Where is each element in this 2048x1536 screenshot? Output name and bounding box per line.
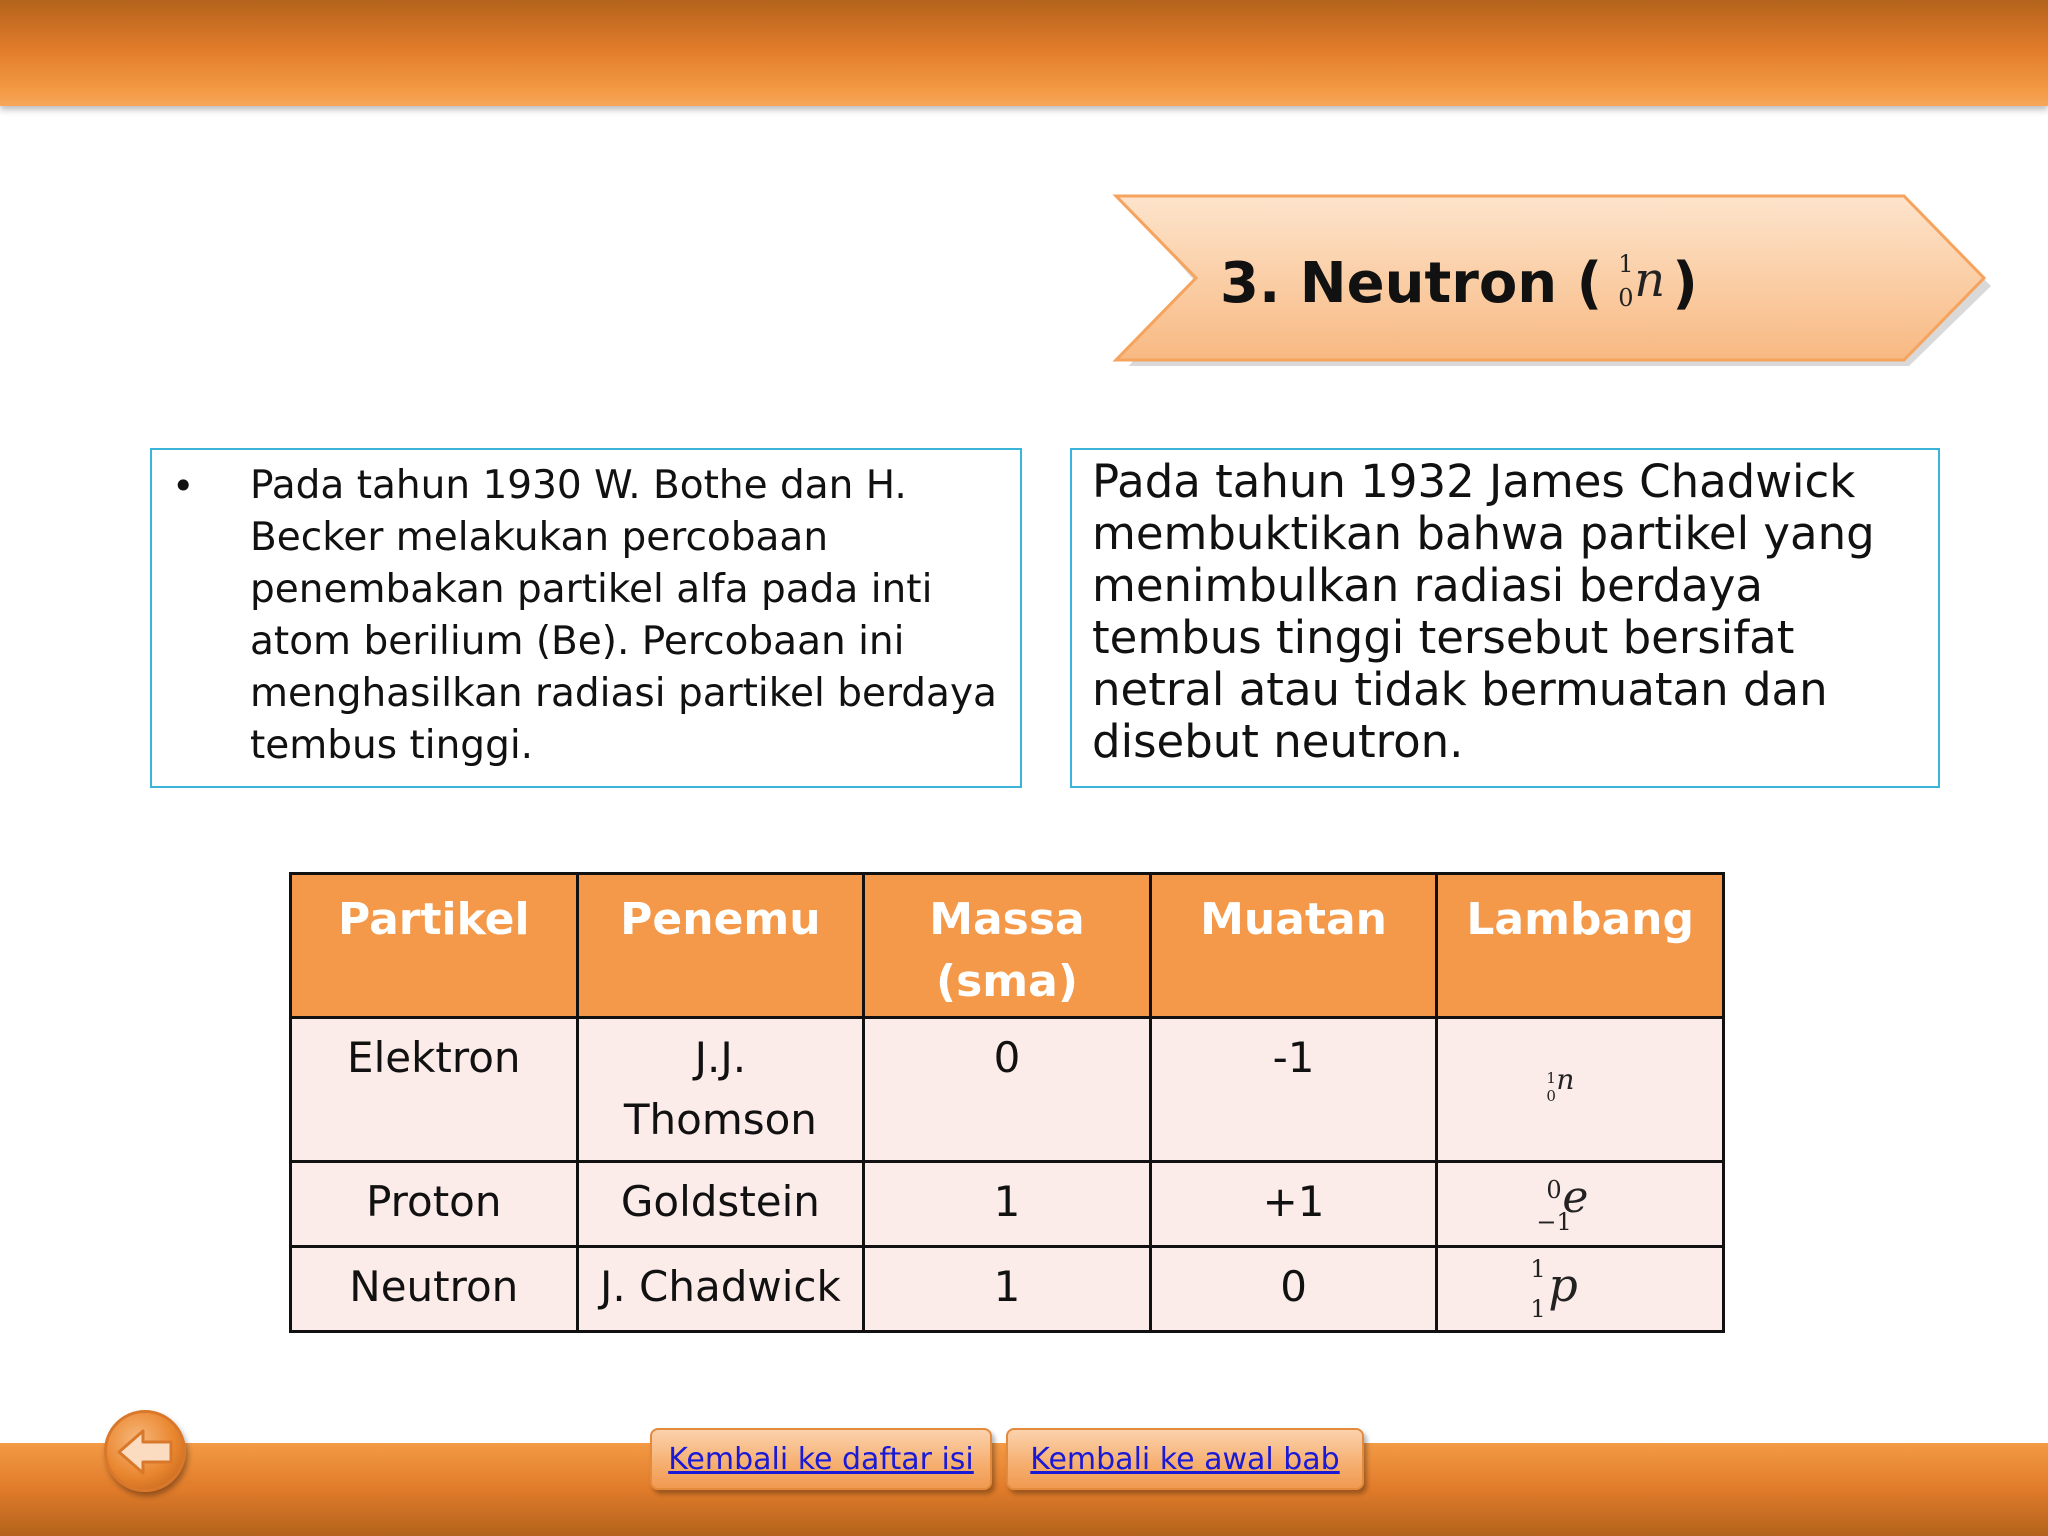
bothe-becker-paragraph: Pada tahun 1930 W. Bothe dan H. Becker melakukan percobaan penembakan partikel alfa pada inti atom berilium (Be). Percobaan ini menghasilkan radiasi partikel berdaya tembus tinggi.	[250, 463, 997, 768]
header-muatan: Muatan	[1150, 874, 1437, 1018]
cell-massa: 1	[864, 1162, 1151, 1247]
header-partikel: Partikel	[291, 874, 578, 1018]
awal-bab-button[interactable]	[1006, 1428, 1364, 1490]
nuclide-symbol	[1546, 1055, 1586, 1105]
cell-penemu: J. Chadwick	[577, 1247, 864, 1332]
cell-penemu: Goldstein	[577, 1162, 864, 1247]
cell-partikel: Elektron	[291, 1018, 578, 1162]
header-lambang: Lambang	[1437, 874, 1724, 1018]
daftar-isi-link[interactable]: Kembali ke daftar isi	[668, 1441, 974, 1477]
cell-muatan: -1	[1150, 1018, 1437, 1162]
element-symbol: n	[1556, 1063, 1575, 1096]
element-symbol: p	[1548, 1258, 1578, 1312]
nuclide-symbol	[1530, 1252, 1590, 1326]
mass-number: 1	[1546, 1069, 1556, 1087]
back-button[interactable]	[104, 1410, 186, 1492]
table-row	[291, 1247, 1724, 1332]
atomic-number: 1	[1530, 1295, 1546, 1323]
arrow-left-icon	[117, 1427, 175, 1477]
cell-penemu: J.J. Thomson	[577, 1018, 864, 1162]
cell-lambang	[1437, 1018, 1724, 1162]
title-banner	[1112, 194, 1992, 366]
mass-number: 0	[1546, 1176, 1562, 1204]
cell-partikel: Proton	[291, 1162, 578, 1247]
atomic-number: 0	[1546, 1087, 1556, 1105]
particle-table	[289, 872, 1725, 1333]
top-bar	[0, 0, 2048, 106]
daftar-isi-button[interactable]	[650, 1428, 992, 1490]
title-close-paren: )	[1672, 250, 1698, 316]
table-header-row	[291, 874, 1724, 1018]
cell-partikel: Neutron	[291, 1247, 578, 1332]
cell-muatan: 0	[1150, 1247, 1437, 1332]
header-massa: Massa (sma)	[864, 874, 1151, 1018]
cell-muatan: +1	[1150, 1162, 1437, 1247]
mass-number: 1	[1530, 1255, 1546, 1283]
cell-lambang	[1437, 1247, 1724, 1332]
page-title	[1220, 248, 1698, 318]
cell-massa: 1	[864, 1247, 1151, 1332]
chadwick-paragraph: Pada tahun 1932 James Chadwick membuktikan bahwa partikel yang menimbulkan radiasi berdaya tembus tinggi tersebut bersifat netral atau tidak bermuatan dan disebut neutron.	[1092, 455, 1875, 768]
bullet-marker: •	[172, 464, 195, 508]
table-row	[291, 1162, 1724, 1247]
title-nuclide-symbol	[1602, 248, 1672, 318]
title-mass-number: 1	[1618, 250, 1634, 278]
atomic-number: −1	[1536, 1208, 1572, 1236]
title-element-symbol: n	[1634, 252, 1666, 308]
history-box-chadwick	[1070, 448, 1940, 788]
cell-massa: 0	[864, 1018, 1151, 1162]
cell-lambang	[1437, 1162, 1724, 1247]
nuclide-symbol	[1536, 1171, 1596, 1241]
element-symbol: e	[1562, 1172, 1589, 1223]
history-box-bothe-becker	[150, 448, 1022, 788]
header-penemu: Penemu	[577, 874, 864, 1018]
awal-bab-link[interactable]: Kembali ke awal bab	[1030, 1441, 1340, 1477]
title-atomic-number: 0	[1618, 284, 1634, 312]
title-label: 3. Neutron (	[1220, 250, 1603, 316]
table-row	[291, 1018, 1724, 1162]
